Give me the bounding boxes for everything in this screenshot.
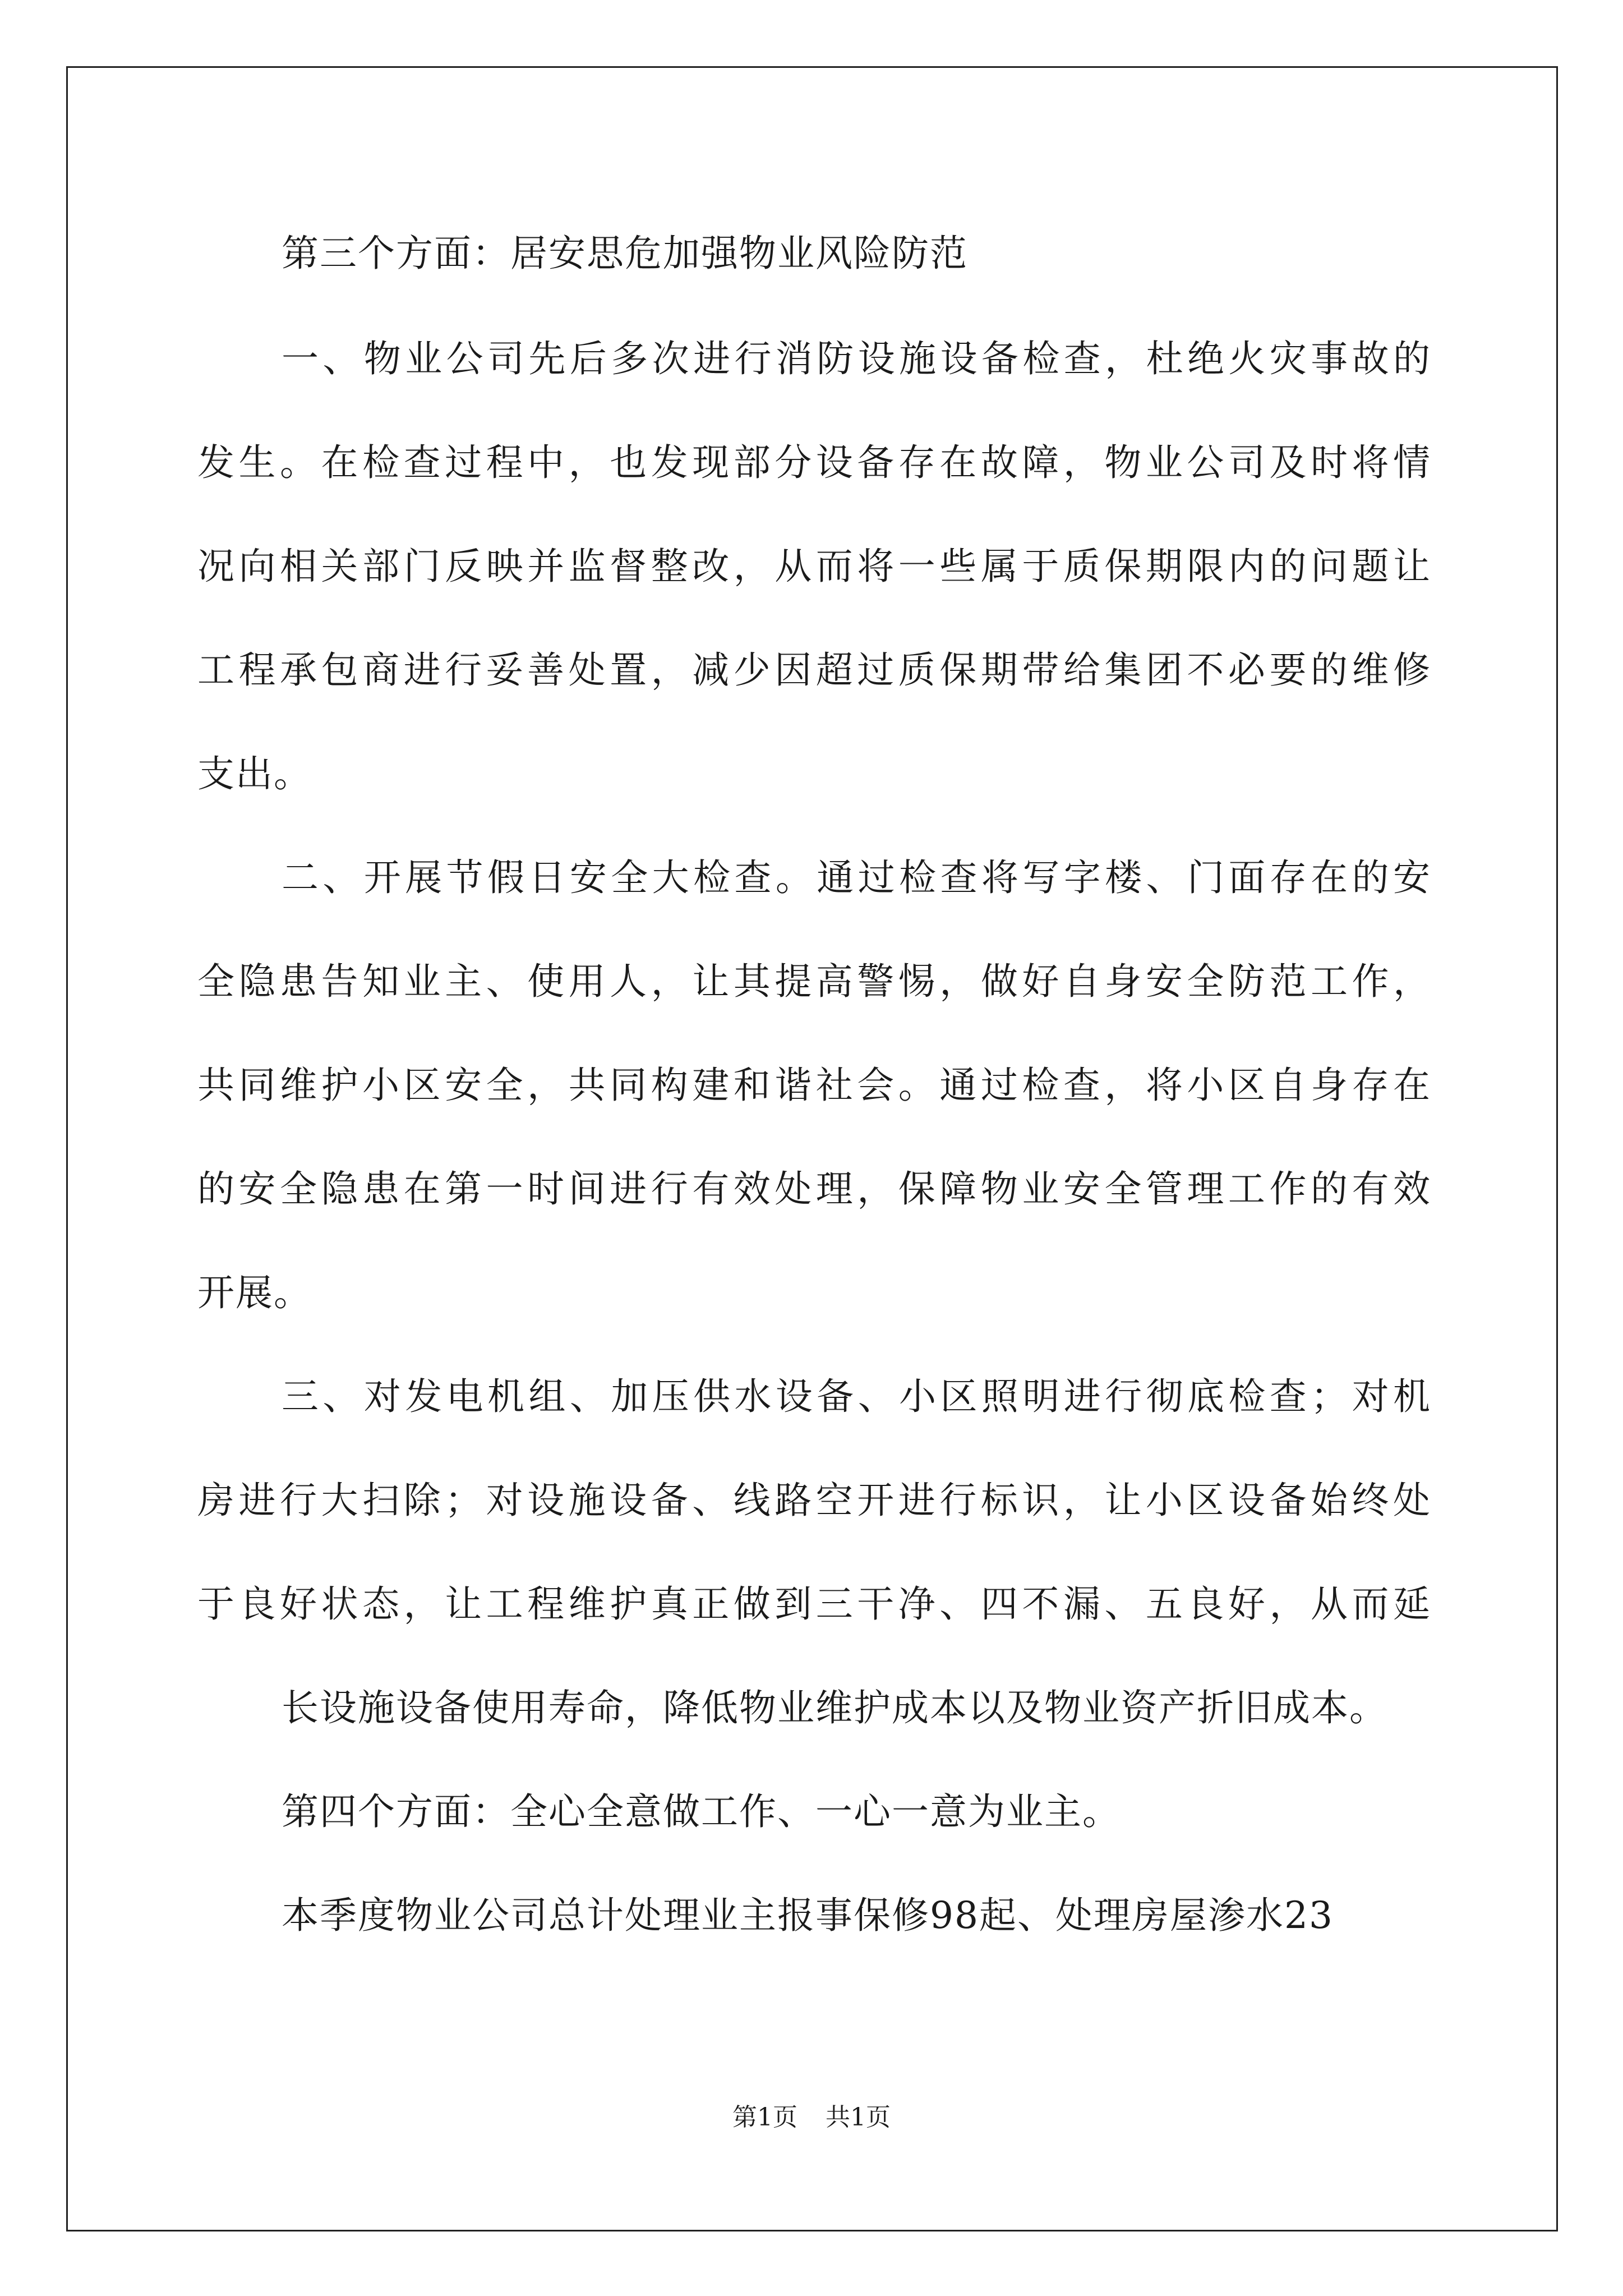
paragraph-line: 房进行大扫除；对设施设备、线路空开进行标识，让小区设备始终处: [197, 1479, 1431, 1522]
paragraph-line: 三、对发电机组、加压供水设备、小区照明进行彻底检查；对机: [282, 1375, 1431, 1418]
paragraph-line: 长设施设备使用寿命，降低物业维护成本以及物业资产折旧成本。: [282, 1686, 1387, 1729]
page-number: 第1页: [732, 2103, 797, 2132]
paragraph-line: 于良好状态，让工程维护真正做到三干净、四不漏、五良好，从而延: [197, 1582, 1431, 1626]
paragraph-line: 二、开展节假日安全大检查。通过检查将写字楼、门面存在的安: [282, 856, 1431, 899]
paragraph-line: 共同维护小区安全，共同构建和谐社会。通过检查，将小区自身存在: [197, 1064, 1431, 1107]
page-footer: [0, 2101, 1623, 2134]
paragraph-line: 工程承包商进行妥善处置，减少因超过质保期带给集团不必要的维修: [197, 648, 1431, 692]
paragraph-line: 支出。: [197, 752, 312, 795]
paragraph-line: 发生。在检查过程中，也发现部分设备存在故障，物业公司及时将情: [197, 441, 1431, 484]
paragraph-line: 开展。: [197, 1271, 312, 1314]
section-heading-4: 第四个方面：全心全意做工作、一心一意为业主。: [282, 1790, 1121, 1833]
paragraph-line: 的安全隐患在第一时间进行有效处理，保障物业安全管理工作的有效: [197, 1167, 1431, 1211]
section-heading-3: 第三个方面：居安思危加强物业风险防范: [282, 232, 968, 275]
paragraph-line: 全隐患告知业主、使用人，让其提高警惕，做好自身安全防范工作，: [197, 960, 1431, 1003]
paragraph-line: 一、物业公司先后多次进行消防设施设备检查，杜绝火灾事故的: [282, 337, 1431, 380]
page-total: 共1页: [826, 2103, 891, 2132]
paragraph-line: 本季度物业公司总计处理业主报事保修98起、处理房屋渗水23: [282, 1894, 1334, 1937]
paragraph-line: 况向相关部门反映并监督整改，从而将一些属于质保期限内的问题让: [197, 545, 1431, 588]
